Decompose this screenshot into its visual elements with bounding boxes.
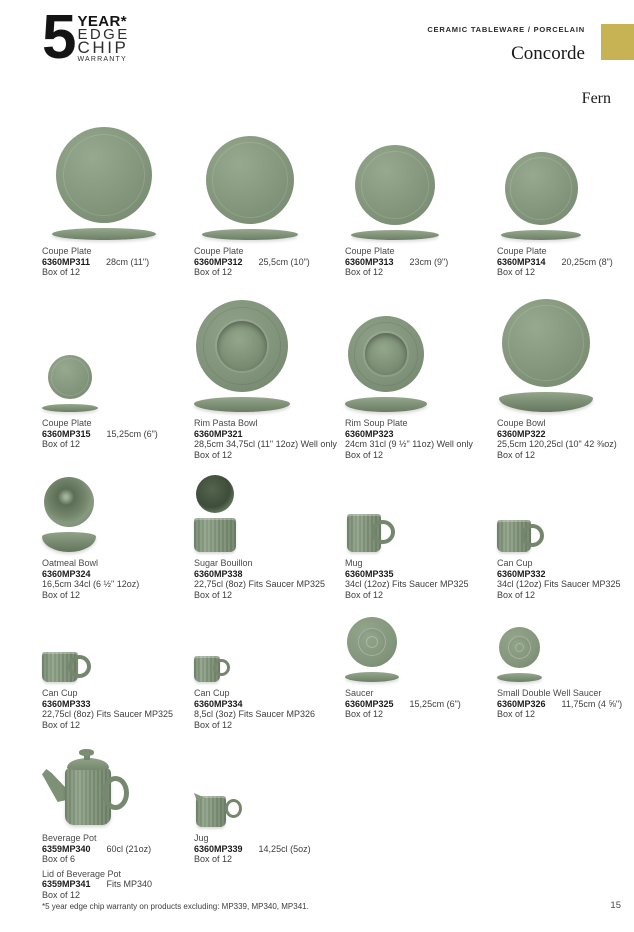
product-size: 16,5cm 34cl (6 ½" 12oz) [42, 579, 140, 589]
product-card-6360MP312 [194, 128, 342, 278]
product-box-qty: Box of 12 [194, 449, 233, 460]
bowl-top-view [196, 300, 288, 392]
cup-side-view [42, 652, 78, 682]
product-card-6360MP324 [42, 470, 190, 600]
bowl-top-view [44, 477, 94, 527]
can-cup-photo [194, 656, 220, 682]
cup-handle [68, 655, 91, 678]
warranty-badge-chip: CHIP [77, 38, 129, 57]
saucer-photo [345, 617, 399, 682]
product-size: 14,25cl (5oz) [258, 843, 311, 854]
product-code-lid: 6359MP341 [42, 879, 91, 889]
cup-side-view [497, 520, 531, 552]
product-code: 6360MP323 [345, 428, 394, 439]
product-name: Coupe Plate [345, 246, 395, 256]
coupe-plate-photo [501, 152, 581, 240]
plate-top-view [56, 127, 152, 223]
product-size: 60cl (21oz) [106, 843, 152, 854]
product-card-6360MP332 [497, 470, 634, 600]
rim-soup-plate-photo [345, 316, 427, 412]
warranty-badge-edge: EDGE [77, 26, 130, 43]
product-name: Jug [194, 833, 209, 843]
saucer-top-view [347, 617, 397, 667]
product-name: Coupe Plate [42, 246, 92, 256]
bowl-side-view [194, 397, 290, 412]
product-size: 34cl (12oz) Fits Saucer MP325 [345, 579, 469, 589]
saucer-top-view [499, 627, 540, 668]
product-box-qty: Box of 12 [497, 709, 536, 719]
product-card-6360MP315 [42, 300, 190, 450]
bowl-top-view [348, 316, 424, 392]
product-code: 6360MP335 [345, 568, 394, 579]
colorway-swatch [601, 24, 634, 60]
product-size: 23cm (9") [409, 256, 449, 267]
sugar-bouillon-photo [194, 475, 236, 552]
page-number: 15 [610, 900, 621, 911]
saucer-side-view [345, 672, 399, 682]
product-name: Oatmeal Bowl [42, 558, 99, 568]
product-code: 6360MP334 [194, 698, 243, 709]
coupe-bowl-photo [499, 299, 593, 412]
oatmeal-bowl-photo [42, 477, 96, 552]
product-code: 6360MP339 [194, 843, 243, 854]
bowl-side-view [42, 532, 96, 552]
bowl-top-view [502, 299, 590, 387]
product-name: Saucer [345, 688, 374, 698]
plate-side-view [501, 230, 581, 240]
product-card-6360MP322 [497, 300, 634, 460]
product-box-qty: Box of 12 [194, 719, 233, 730]
product-box-qty: Box of 12 [345, 449, 384, 460]
category-label: CERAMIC TABLEWARE / PORCELAIN [427, 25, 585, 34]
bouillon-side-view [194, 518, 236, 552]
product-code: 6360MP322 [497, 428, 546, 439]
product-size: 11,75cm (4 ⅝") [561, 698, 623, 709]
product-box-qty: Box of 12 [345, 709, 384, 719]
jug-graphic [194, 793, 242, 827]
small-saucer-photo [497, 627, 542, 682]
product-name: Mug [345, 558, 363, 568]
product-card-6360MP339 [194, 748, 342, 865]
product-code: 6360MP324 [42, 568, 91, 579]
product-box-qty: Box of 12 [42, 589, 81, 600]
can-cup-photo [497, 520, 531, 552]
product-code: 6360MP321 [194, 428, 243, 439]
product-size: 22,75cl (8oz) Fits Saucer MP325 [194, 579, 326, 589]
product-name: Rim Soup Plate [345, 418, 408, 428]
cup-handle [521, 524, 544, 547]
product-size: 15,25cm (6") [106, 428, 158, 439]
saucer-side-view [497, 673, 542, 682]
product-code: 6360MP332 [497, 568, 546, 579]
product-box-qty: Box of 12 [42, 267, 81, 277]
product-size: 28cm (11") [106, 256, 150, 267]
rim-pasta-bowl-photo [194, 300, 290, 412]
plate-side-view [202, 229, 298, 240]
product-code: 6360MP314 [497, 256, 546, 267]
product-card-6360MP338 [194, 470, 342, 600]
product-box-qty: Box of 12 [345, 589, 384, 600]
coupe-plate-photo [42, 355, 98, 412]
product-code: 6360MP333 [42, 698, 91, 709]
bowl-side-view [345, 397, 427, 412]
warranty-badge-warranty: WARRANTY [77, 56, 127, 63]
product-box-qty-lid: Box of 12 [42, 889, 81, 900]
product-card-6360MP334 [194, 612, 342, 730]
edge-chip-warranty-badge [42, 3, 130, 72]
product-card-6360MP335 [345, 470, 493, 600]
product-card-6359MP340 [42, 748, 190, 900]
plate-top-view [505, 152, 578, 225]
product-box-qty: Box of 12 [497, 267, 536, 277]
bouillon-top-view [196, 475, 234, 513]
warranty-badge-number: 5 [42, 3, 74, 72]
product-name: Coupe Plate [42, 418, 92, 428]
product-size: 20,25cm (8") [561, 256, 613, 267]
beverage-pot-photo [42, 749, 130, 827]
product-size: 22,75cl (8oz) Fits Saucer MP325 [42, 709, 174, 719]
product-size: 8,5cl (3oz) Fits Saucer MP326 [194, 709, 316, 719]
product-size-lid: Fits MP340 [106, 879, 153, 889]
product-code: 6360MP313 [345, 256, 394, 267]
product-code: 6360MP325 [345, 698, 394, 709]
product-code: 6359MP340 [42, 843, 91, 854]
plate-side-view [42, 404, 98, 412]
product-size: 25,5cm (10") [258, 256, 310, 267]
product-code: 6360MP326 [497, 698, 546, 709]
product-name: Small Double Well Saucer [497, 688, 602, 698]
product-card-6360MP323 [345, 300, 493, 460]
product-box-qty: Box of 12 [194, 854, 233, 864]
product-box-qty: Box of 12 [497, 589, 536, 600]
product-card-6360MP311 [42, 128, 190, 278]
warranty-exclusion-note: *5 year edge chip warranty on products excluding: MP339, MP340, MP341. [42, 902, 309, 911]
header-right [427, 25, 585, 65]
product-size: 34cl (12oz) Fits Saucer MP325 [497, 579, 621, 589]
product-size: 15,25cm (6") [409, 698, 461, 709]
product-name: Coupe Plate [497, 246, 547, 256]
product-box-qty: Box of 12 [194, 267, 233, 277]
pot-handle [102, 776, 129, 810]
coupe-plate-photo [202, 136, 298, 240]
warranty-badge-year: YEAR* [77, 13, 127, 30]
mug-handle [371, 520, 395, 544]
product-name: Beverage Pot [42, 833, 97, 843]
product-code: 6360MP312 [194, 256, 243, 267]
product-card-6360MP313 [345, 128, 493, 278]
product-box-qty: Box of 12 [42, 439, 81, 449]
product-box-qty: Box of 6 [42, 854, 76, 864]
beverage-pot-graphic [42, 749, 130, 827]
jug-photo [194, 793, 242, 827]
plate-side-view [351, 230, 439, 240]
cup-side-view [194, 656, 220, 682]
product-name: Coupe Bowl [497, 418, 546, 428]
plate-top-view [355, 145, 435, 225]
product-code: 6360MP338 [194, 568, 243, 579]
product-box-qty: Box of 12 [345, 267, 384, 277]
product-name-lid: Lid of Beverage Pot [42, 868, 122, 879]
collection-title: Concorde [511, 43, 585, 64]
product-card-6360MP333 [42, 612, 190, 730]
warranty-badge-text [77, 13, 129, 64]
product-name: Can Cup [194, 688, 230, 698]
coupe-plate-photo [52, 127, 156, 240]
colorway-name: Fern [581, 90, 611, 107]
product-code: 6360MP315 [42, 428, 91, 439]
product-size: 25,5cm 120,25cl (10" 42 ⅜oz) [497, 439, 617, 449]
product-card-6360MP321 [194, 300, 342, 460]
product-size: 24cm 31cl (9 ½" 11oz) Well only [345, 439, 473, 449]
mug-photo [347, 514, 381, 552]
product-box-qty: Box of 12 [497, 449, 536, 460]
plate-top-view [48, 355, 92, 399]
plate-top-view [206, 136, 294, 224]
product-size: 28,5cm 34,75cl (11" 12oz) Well only [194, 439, 337, 449]
jug-body [196, 796, 226, 827]
product-code: 6360MP311 [42, 256, 91, 267]
product-card-6360MP314 [497, 128, 634, 278]
jug-handle [225, 799, 242, 818]
coupe-plate-photo [351, 145, 439, 240]
plate-side-view [52, 228, 156, 240]
cup-handle [213, 659, 230, 676]
product-box-qty: Box of 12 [42, 719, 81, 730]
product-card-6360MP325 [345, 612, 493, 720]
bowl-side-view [499, 392, 593, 412]
product-box-qty: Box of 12 [194, 589, 233, 600]
product-name: Sugar Bouillon [194, 558, 253, 568]
product-name: Coupe Plate [194, 246, 244, 256]
product-name: Rim Pasta Bowl [194, 418, 258, 428]
mug-side-view [347, 514, 381, 552]
product-name: Can Cup [497, 558, 533, 568]
product-name: Can Cup [42, 688, 78, 698]
pot-lid-knob [79, 749, 94, 756]
can-cup-photo [42, 652, 78, 682]
product-card-6360MP326 [497, 612, 634, 720]
